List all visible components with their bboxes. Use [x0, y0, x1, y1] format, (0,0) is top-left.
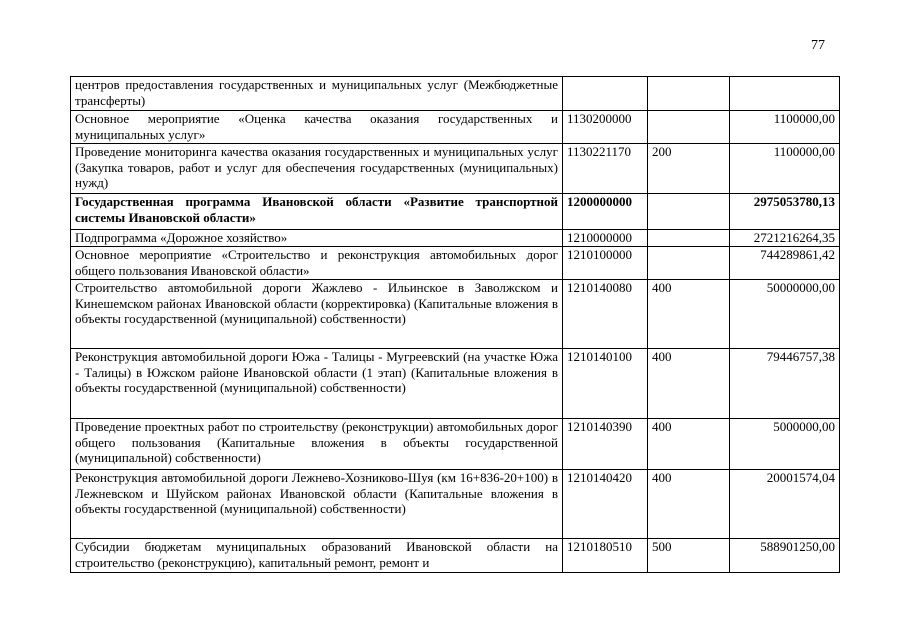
- row-sum-cell: 1100000,00: [730, 144, 840, 194]
- row-type-cell: [648, 111, 730, 144]
- row-name-cell: Основное мероприятие «Строительство и реконструкция автомобильных дорог общего пользования Ивановской области»: [71, 247, 563, 280]
- row-type-cell: 200: [648, 144, 730, 194]
- row-type-cell: 400: [648, 419, 730, 470]
- row-name-cell: Подпрограмма «Дорожное хозяйство»: [71, 230, 563, 247]
- row-type-cell: [648, 230, 730, 247]
- row-sum-cell: 1100000,00: [730, 111, 840, 144]
- row-code-cell: 1210140420: [563, 470, 648, 539]
- table-row: [71, 247, 840, 280]
- table-row: [71, 539, 840, 573]
- row-sum-cell: [730, 77, 840, 111]
- table-row: [71, 111, 840, 144]
- row-name-cell: Основное мероприятие «Оценка качества оказания государственных и муниципальных услуг»: [71, 111, 563, 144]
- row-sum-cell: 20001574,04: [730, 470, 840, 539]
- row-code-cell: 1210140080: [563, 280, 648, 349]
- row-sum-cell: 50000000,00: [730, 280, 840, 349]
- row-code-cell: 1210100000: [563, 247, 648, 280]
- row-type-cell: [648, 247, 730, 280]
- table-row: [71, 77, 840, 111]
- row-sum-cell: 79446757,38: [730, 349, 840, 419]
- row-code-cell: 1130221170: [563, 144, 648, 194]
- table-row: [71, 280, 840, 349]
- table-row: [71, 144, 840, 194]
- row-sum-cell: 2975053780,13: [730, 194, 840, 230]
- row-type-cell: 400: [648, 280, 730, 349]
- row-code-cell: 1210140390: [563, 419, 648, 470]
- row-type-cell: 400: [648, 349, 730, 419]
- row-code-cell: 1130200000: [563, 111, 648, 144]
- table-row: [71, 230, 840, 247]
- row-sum-cell: 2721216264,35: [730, 230, 840, 247]
- table-row: [71, 470, 840, 539]
- row-sum-cell: 588901250,00: [730, 539, 840, 573]
- row-name-cell: Строительство автомобильной дороги Жажлево - Ильинское в Заволжском и Кинешемском районах Ивановской области (корректировка) (Капитальные вложения в объекты государственной (муниципальной) собственности): [71, 280, 563, 349]
- row-name-cell: Реконструкция автомобильной дороги Лежнево-Хозниково-Шуя (км 16+836-20+100) в Лежневском и Шуйском районах Ивановской области (Капитальные вложения в объекты государственной (муниципальной) собственности): [71, 470, 563, 539]
- row-name-cell: Субсидии бюджетам муниципальных образований Ивановской области на строительство (реконструкцию), капитальный ремонт, ремонт и: [71, 539, 563, 573]
- row-code-cell: [563, 77, 648, 111]
- row-code-cell: 1210000000: [563, 230, 648, 247]
- row-type-cell: [648, 194, 730, 230]
- row-name-cell: Проведение мониторинга качества оказания государственных и муниципальных услуг (Закупка товаров, работ и услуг для обеспечения государственных (муниципальных) нужд): [71, 144, 563, 194]
- row-code-cell: 1210180510: [563, 539, 648, 573]
- table-row: [71, 349, 840, 419]
- page-number: 77: [811, 38, 825, 53]
- row-code-cell: 1200000000: [563, 194, 648, 230]
- row-name-cell: центров предоставления государственных и муниципальных услуг (Межбюджетные трансферты): [71, 77, 563, 111]
- row-type-cell: [648, 77, 730, 111]
- table-row: [71, 194, 840, 230]
- row-sum-cell: 5000000,00: [730, 419, 840, 470]
- row-sum-cell: 744289861,42: [730, 247, 840, 280]
- row-type-cell: 400: [648, 470, 730, 539]
- budget-table: [70, 76, 840, 573]
- row-name-cell: Проведение проектных работ по строительству (реконструкции) автомобильных дорог общего пользования (Капитальные вложения в объекты государственной (муниципальной) собственности): [71, 419, 563, 470]
- row-name-cell: Реконструкция автомобильной дороги Южа - Талицы - Мугреевский (на участке Южа - Талицы) в Южском районе Ивановской области (1 этап) (Капитальные вложения в объекты государственной (муниципальной) собственности): [71, 349, 563, 419]
- row-type-cell: 500: [648, 539, 730, 573]
- row-name-cell: Государственная программа Ивановской области «Развитие транспортной системы Ивановской области»: [71, 194, 563, 230]
- table-row: [71, 419, 840, 470]
- row-code-cell: 1210140100: [563, 349, 648, 419]
